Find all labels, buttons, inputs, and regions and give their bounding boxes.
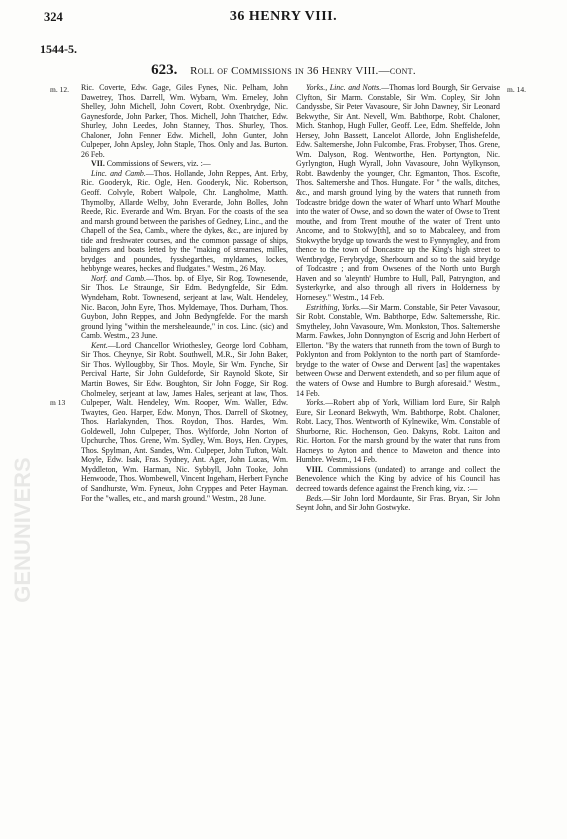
county-heading: Norf. and Camb. <box>91 273 147 283</box>
county-heading: Beds. <box>306 493 324 503</box>
paragraph-text: —Sir Marm. Constable, Sir Peter Vavasour, Sir Robt. Constable, Wm. Babthorpe, Edw. Saltemersshe, Ric. Smytheley, John Vavasoure, Wm. Monkston, Thos. Saltemershe Marm. Fawkes, John Donnyngton of Escrig and John Herbert of Ellerton. "By the waters that runneth from the town of Burgh to Poklynton and from Poklynton to the north part of Stamforde-brydge to the water of Owse and Derwent [as] the wapentakes between Owse and Derwent extendeth, and so per filum aque of the waters of Owse and Humbre to Burgh aforesaid." Westm., 14 Feb. <box>296 302 500 398</box>
running-head: 36 HENRY VIII. <box>229 9 338 24</box>
entry-title: Roll of Commissions in 36 Henry VIII.—cont. <box>190 65 416 77</box>
section-text: Commissions (undated) to arrange and collect the Benevolence which the King by advice of his Council has decreed towards defence against the French king, viz. :— <box>296 464 500 493</box>
margin-note-m13: m 13 <box>50 398 66 407</box>
county-heading: Yorks. <box>306 398 326 408</box>
paragraph: Ric. Coverte, Edw. Gage, Giles Fynes, Nic. Pelham, John Dawetrey, Thos. Darrell, Wm. Wybarn, Wm. Erneley, John Shelley, John Michell, John Covert, Robt. Oxenbrydge, Nic. Gaynesforde, John Parker, Thos. Michell, John Thatcher, Edw. Shurley, John Leedes, John Stanney, Thos. Shurley, Thos. Chaloner, John Fenner Edw. Michell, John Gunter, John Culpeper, John Apsley, John Staple, Thos. Only and Jas. Burton. 26 Feb. <box>81 83 288 159</box>
section-number: VII. <box>91 159 105 169</box>
paragraph <box>81 274 288 341</box>
paragraph <box>81 341 288 503</box>
library-stamp-watermark <box>10 420 50 640</box>
paragraph-text: —Lord Chancellor Wriothesley, George lord Cobham, Sir Thos. Cheynye, Sir Robt. Southwell, M.R., Sir John Baker, Sir Thos. Wyllougbby, Sir Thos. Moyle, Sir Wm. Fynche, Sir Percival Harte, Sir John Guldeforde, Sir Raynold Skote, Sir Martin Bowes, Sir Edw. Boughton, Sir John Fogge, Sir Rog. Cholmeley, serjeant at law, James Hales, serjeant at law, Thos. Culpeper, Walt. Hendeley, Wm. Rooper, Wm. Waller, Edw. Twaytes, Geo. Harper, Edw. Monyn, Thos. Darrell of Skotney, Thos. Harlakynden, Thos. Roydon, Thos. Hardes, Wm. Goldewell, John Culpeper, Thos. Wylforde, John Norton of Upchurche, Thos. Grene, Wm. Sydley, Wm. Boys, Hen. Crypes, Thos. Spylman, Ant. Sandes, Wm. Culpeper, John Tufton, Walt. Moyle, Edw. Isak, Fras. Sydney, Ant. Ager, John Lucas, Wm. Myddleton, Wm. Harman, Nic. Sybbyll, John Tooke, John Henwoode, Thos. Wombewell, Vincent Ingeham, Herbert Fynche of Sandhurste, Wm. Fyneux, John Cryppes and Peter Hayman. For the "walles, etc., and marsh ground." Westm., 28 June. <box>81 340 288 503</box>
margin-note-m12: m. 12. <box>50 85 69 94</box>
paragraph-text: —Thos. Hollande, John Reppes, Ant. Erby, Ric. Gooderyk, Ric. Ogle, Hen. Gooderyk, Nic. Robertson, Geoff. Colvyle, Robert Walpole, Chr. Langholme, Matth. Thymolby, Allarde Welby, John Everarde, John Bolles, John Reede, Ric. Everarde and Wm. Bryan. For the coasts of the sea and marsh ground between the parishes of Gedney, Linc., and the Chapell of the Sea, Camb., where the dykes, &c., are injured by tide and freshwater courses, and the common passage of ships, balingers and boats letted by the "making of streames, milles, brydges and poundes, fysshegarthes, myldames, lockes, hebbynge weares, heckes and fludgates." Westm., 26 May. <box>81 168 288 274</box>
county-heading: Linc. and Camb. <box>91 168 146 178</box>
svg-text:GENUNIVERS: GENUNIVERS <box>10 457 35 603</box>
year-marker: 1544-5. <box>40 42 77 56</box>
paragraph <box>296 398 500 465</box>
right-column <box>296 83 500 833</box>
section-heading <box>81 159 288 169</box>
section-heading <box>296 465 500 494</box>
paragraph-text: —Robert abp of York, William lord Eure, Sir Ralph Eure, Sir Leonard Bekwyth, Wm. Babthorpe, Robt. Chaloner, Robt. Lacy, Thos. Wentworth of Kylnewike, Wm. Constable of Shurborne, Ric. Hochenson, Geo. Dakyns, Robt. Laiton and Ric. Horton. For the marsh ground by the water that runs from Hacneys to Ayton and thence to Maweton and thence into Humbre. Westm., 14 Feb. <box>296 398 500 465</box>
entry-heading <box>0 62 567 79</box>
margin-note-m14: m. 14. <box>507 85 526 94</box>
section-text: Commissions of Sewers, viz. :— <box>104 159 211 169</box>
paragraph-text: —Thomas lord Bourgh, Sir Gervaise Clyfton, Sir Marm. Constable, Sir Wm. Copley, Sir John Candyssbe, Sir Peter Vavasoure, Sir John Dawney, Sir Leonard Bekwythe, Sir Ant. Nevell, Wm. Babthorpe, Robt. Chaloner, Mich. Stanhop, Hugh Fuller, Geoff. Lee, Edm. Sheffelde, John Hersey, John Bassett, Lancelot Allorde, John Englishefelde, Edw. Saltemershe, John Fulcombe, Fras. Frobyser, Thos. Grene, Wm. Dalyson, Rog. Wentworthe, Hen. Portyngton, Nic. Gyrlyngton, Hugh Wyrall, John Vavasoure, John Wylkynson, Robt. Bawdenby the younger, Chr. Egmanton, Thos. Escofte, Thos. Saltemershe and Thos. Hungate. For " the walls, ditches, &c., and marsh ground lying by the waters that runneth from Todcastre bridge down the water of Wharf unto Wharf Mouthe into the water of Owse, and so down the water of Owse to Trent mouthe, and from Trent mouthe of the water of Trent unto Ancome, and to Stokwy[th], and so to Mabcaleey, and from Stokwythe brydge up towards the west to Fynnyngley, and from thence to the town of Doncastre up the King's high street to Wentbrydge, Ferybrydge, Sherbourn and so to the said brydge of Todcastre ; and from Owsenes of the North unto Burgh Haven and so 'aleynth' Humbre to Hull, Pall, Patryngton, and Systerkyrke, and also through all rivers in Holderness by Hornesey." Westm., 14 Feb. <box>296 83 500 303</box>
county-heading: Estrithing, Yorks. <box>306 302 361 312</box>
section-number: VIII. <box>306 464 323 474</box>
paragraph <box>296 83 500 303</box>
paragraph <box>296 303 500 398</box>
left-column <box>81 83 288 833</box>
county-heading: Kent. <box>91 340 108 350</box>
paragraph <box>81 169 288 274</box>
paragraph-text: —Thos. bp. of Elye, Sir Rog. Townesende, Sir Thos. Le Straunge, Sir Edm. Bedyngfelde, Sir Edm. Wyndeham, Robt. Townesend, serjeant at law, Walt. Hendeley, Nic. Bacon, John Eyre, Thos. Myldemaye, Thos. Durham, Thos. Guybon, John Reppes, and John Bedyngfelde. For the marsh ground lying "within the mersheleaunde," in cos. Linc. (sic) and Camb. Westm., 23 June. <box>81 273 288 341</box>
entry-number: 623. <box>151 62 178 78</box>
paragraph <box>296 494 500 513</box>
page-number: 324 <box>44 10 63 24</box>
county-heading: Yorks., Linc. and Notts. <box>306 83 382 92</box>
paragraph-text: —Sir John lord Mordaunte, Sir Fras. Bryan, Sir John Seynt John, and Sir John Gostwyke. <box>296 493 500 513</box>
